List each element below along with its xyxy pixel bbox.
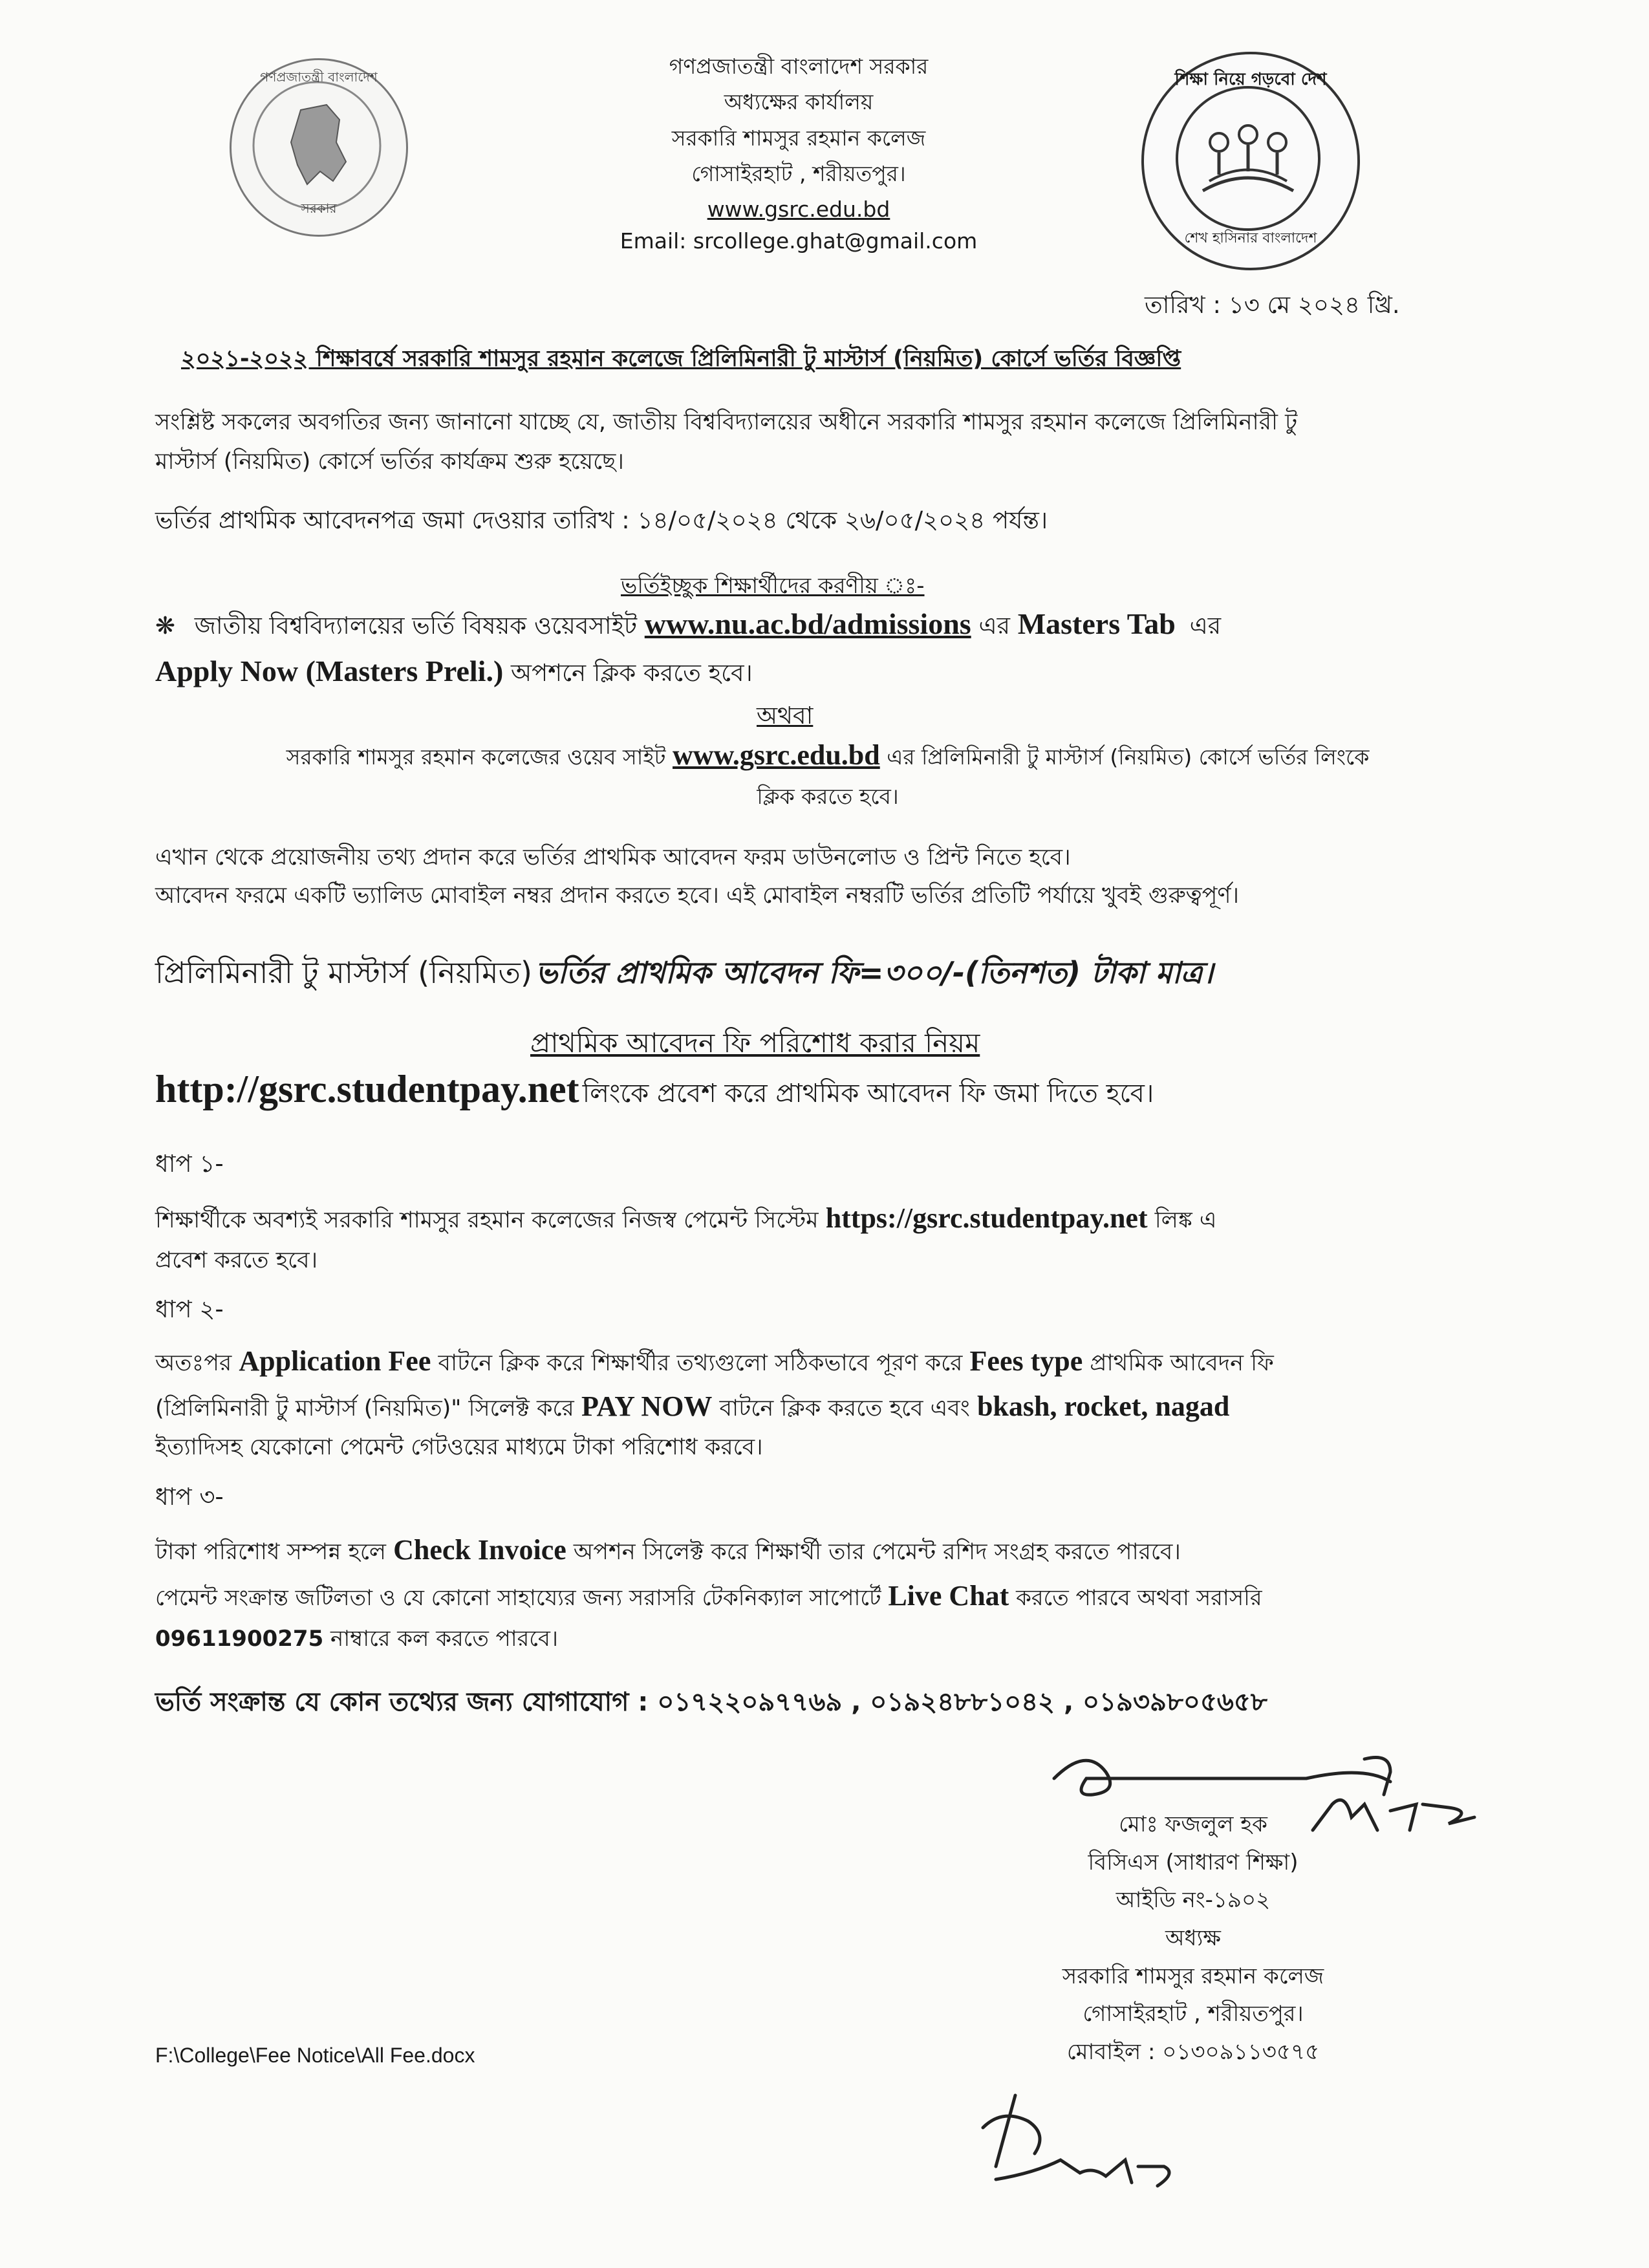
signatory-college: সরকারি শামসুর রহমান কলেজ: [1062, 1963, 1324, 1989]
live-chat-label: Live Chat: [888, 1580, 1009, 1612]
step-2-text3: প্রাথমিক আবেদন ফি: [1090, 1350, 1274, 1376]
nu-admissions-link[interactable]: www.nu.ac.bd/admissions: [644, 607, 971, 640]
contact-line: ভর্তি সংক্রান্ত যে কোন তথ্যের জন্য যোগাযোগ : ০১৭২২০৯৭৭৬৯ , ০১৯২৪৮৮১০৪২ , ০১৯৩৯৮০৫৬৫৮: [155, 1687, 1267, 1717]
step-2-text5: বাটনে ক্লিক করতে হবে এবং: [719, 1396, 970, 1421]
step-a-text4: অপশনে ক্লিক করতে হবে।: [511, 659, 753, 687]
step-1-text2: লিঙ্ক এ: [1154, 1207, 1217, 1233]
step-a-text2: এর: [978, 612, 1010, 640]
intro-paragraph: [155, 406, 1500, 479]
support-info: [155, 1575, 1500, 1656]
header-line2: অধ্যক্ষের কার্যালয়: [724, 89, 874, 115]
or-separator: অথবা: [757, 702, 814, 729]
header-website[interactable]: www.gsrc.edu.bd: [707, 197, 890, 222]
step-b-text2: এর প্রিলিমিনারী টু মাস্টার্স (নিয়মিত) কোর্সে ভর্তির লিংকে: [887, 744, 1370, 770]
form-info: [155, 841, 1500, 913]
intro-line2: মাস্টার্স (নিয়মিত) কোর্সে ভর্তির কার্যক্রম শুরু হয়েছে।: [155, 448, 624, 475]
header-email: Email: srcollege.ghat@gmail.com: [620, 228, 978, 254]
step-b-text1: সরকারি শামসুর রহমান কলেজের ওয়েব সাইট: [286, 744, 666, 770]
seal-outer-text: গণপ্রজাতন্ত্রী বাংলাদেশ: [260, 69, 378, 85]
step-1-line2: প্রবেশ করতে হবে।: [155, 1247, 318, 1273]
seal-bottom-text: সরকার: [301, 200, 337, 216]
signatory-designation: অধ্যক্ষ: [1165, 1925, 1221, 1952]
header-line3: সরকারি শামসুর রহমান কলেজ: [671, 125, 926, 151]
intro-line1: সংশ্লিষ্ট সকলের অবগতির জন্য জানানো যাচ্ছে যে, জাতীয় বিশ্ববিদ্যালয়ের অধীনে সরকারি শামসুর রহমান কলেজে প্রিলিমিনারী টু: [155, 409, 1298, 435]
deadline-text: ভর্তির প্রাথমিক আবেদনপত্র জমা দেওয়ার তারিখ : ১৪/০৫/২০২৪ থেকে ২৬/০৫/২০২৪ পর্যন্ত।: [155, 506, 1048, 534]
logo-bottom-text: শেখ হাসিনার বাংলাদেশ: [1184, 230, 1317, 246]
step-3-text2: অপশন সিলেক্ট করে শিক্ষার্থী তার পেমেন্ট রশিদ সংগ্রহ করতে পারবে।: [573, 1539, 1181, 1565]
step-2-text4: (প্রিলিমিনারী টু মাস্টার্স (নিয়মিত)" সিলেক্ট করে: [155, 1396, 574, 1421]
step-1-label: ধাপ ১-: [155, 1150, 224, 1178]
bangladesh-map-icon: [291, 105, 346, 184]
payment-link-line: [155, 1067, 1154, 1116]
signatory-cadre: বিসিএস (সাধারণ শিক্ষা): [1088, 1849, 1299, 1875]
initial-signature: [957, 2069, 1190, 2199]
payment-step-2: [155, 1290, 1500, 1465]
government-seal: [230, 58, 408, 237]
support-text1: পেমেন্ট সংক্রান্ত জটিলতা ও যে কোনো সাহায্যের জন্য সরাসরি টেকনিক্যাল সাপোর্টে: [155, 1585, 881, 1611]
step-3-text1: টাকা পরিশোধ সম্পন্ন হলে: [155, 1539, 386, 1565]
masters-tab-label: Masters Tab: [1017, 607, 1176, 640]
step-2-text2: বাটনে ক্লিক করে শিক্ষার্থীর তথ্যগুলো সঠিকভাবে পূরণ করে: [438, 1350, 963, 1376]
education-logo: [1141, 52, 1360, 270]
step-a: [155, 601, 1500, 693]
form-line2: আবেদন ফরমে একটি ভ্যালিড মোবাইল নম্বর প্রদান করতে হবে। এই মোবাইল নম্বরটি ভর্তির প্রতিটি পর্যায়ে খুবই গুরুত্বপূর্ণ।: [155, 882, 1240, 909]
notice-title: ২০২১-২০২২ শিক্ষাবর্ষে সরকারি শামসুর রহমান কলেজে প্রিলিমিনারী টু মাস্টার্স (নিয়মিত) কোর্সে ভর্তির বিজ্ঞপ্তি: [181, 346, 1181, 372]
payment-step-1: [155, 1145, 1500, 1278]
step-2-line3: ইত্যাদিসহ যেকোনো পেমেন্ট গেটওয়ের মাধ্যমে টাকা পরিশোধ করবে।: [155, 1434, 763, 1460]
signature-block: [996, 1808, 1390, 2069]
signatory-id: আইডি নং-১৯০২: [1116, 1887, 1271, 1914]
signatory-name: মোঃ ফজলুল হক: [1119, 1811, 1267, 1837]
step-b-line2: ক্লিক করতে হবে।: [757, 784, 899, 809]
payment-step-3: [155, 1478, 1500, 1571]
form-line1: এখান থেকে প্রয়োজনীয় তথ্য প্রদান করে ভর্তির প্রাথমিক আবেদন ফরম ডাউনলোড ও প্রিন্ট নিতে হবে।: [155, 845, 1071, 870]
payment-rules-heading: প্রাথমিক আবেদন ফি পরিশোধ করার নিয়ম: [530, 1027, 980, 1059]
fee-amount: ভর্তির প্রাথমিক আবেদন ফি=৩০০/-(তিনশত) টাকা মাত্র।: [535, 955, 1214, 990]
fee-course: প্রিলিমিনারী টু মাস্টার্স (নিয়মিত): [155, 955, 533, 990]
pay-now-label: PAY NOW: [581, 1390, 713, 1422]
gsrc-website-link[interactable]: www.gsrc.edu.bd: [673, 739, 880, 771]
file-path: F:\College\Fee Notice\All Fee.docx: [155, 2044, 475, 2067]
signatory-address: গোসাইরহাট , শরীয়তপুর।: [1083, 2001, 1304, 2027]
todo-heading: ভর্তিইচ্ছুক শিক্ষার্থীদের করণীয় ঃ-: [621, 573, 925, 599]
support-phone: 09611900275: [155, 1626, 324, 1652]
letterhead: [517, 53, 1080, 255]
step-3-label: ধাপ ৩-: [155, 1483, 224, 1511]
step-2-label: ধাপ ২-: [155, 1295, 224, 1323]
check-invoice-label: Check Invoice: [393, 1534, 566, 1566]
step-1-text1: শিক্ষার্থীকে অবশ্যই সরকারি শামসুর রহমান কলেজের নিজস্ব পেমেন্ট সিস্টেম: [155, 1207, 819, 1233]
apply-now-label: Apply Now (Masters Preli.): [155, 654, 504, 687]
payment-link-text: লিংকে প্রবেশ করে প্রাথমিক আবেদন ফি জমা দিতে হবে।: [582, 1079, 1154, 1108]
step-a-text1: জাতীয় বিশ্ববিদ্যালয়ের ভর্তি বিষয়ক ওয়েবসাইট: [194, 612, 638, 640]
step-1-link[interactable]: https://gsrc.studentpay.net: [825, 1202, 1148, 1234]
step-a-text3: এর: [1189, 612, 1222, 640]
studentpay-link[interactable]: http://gsrc.studentpay.net: [155, 1068, 579, 1110]
support-text3: নাম্বারে কল করতে পারবে।: [330, 1626, 559, 1652]
header-line1: গণপ্রজাতন্ত্রী বাংলাদেশ সরকার: [669, 54, 929, 79]
application-fee-label: Application Fee: [239, 1345, 431, 1377]
step-a-bullet-icon: ❋: [155, 612, 176, 640]
notice-date: তারিখ : ১৩ মে ২০২৪ খ্রি.: [1145, 291, 1400, 319]
step-b: [155, 734, 1500, 813]
fee-line: [155, 951, 1213, 1000]
logo-top-text: শিক্ষা নিয়ে গড়বো দেশ: [1174, 70, 1327, 89]
payment-gateways-label: bkash, rocket, nagad: [976, 1390, 1230, 1422]
header-line4: গোসাইরহাট , শরীয়তপুর।: [691, 160, 906, 186]
support-text2: করতে পারবে অথবা সরাসরি: [1016, 1585, 1262, 1611]
signatory-mobile: মোবাইল : ০১৩০৯১১৩৫৭৫: [1066, 2039, 1320, 2066]
step-2-text1: অতঃপর: [155, 1350, 232, 1376]
fees-type-label: Fees type: [969, 1345, 1083, 1377]
